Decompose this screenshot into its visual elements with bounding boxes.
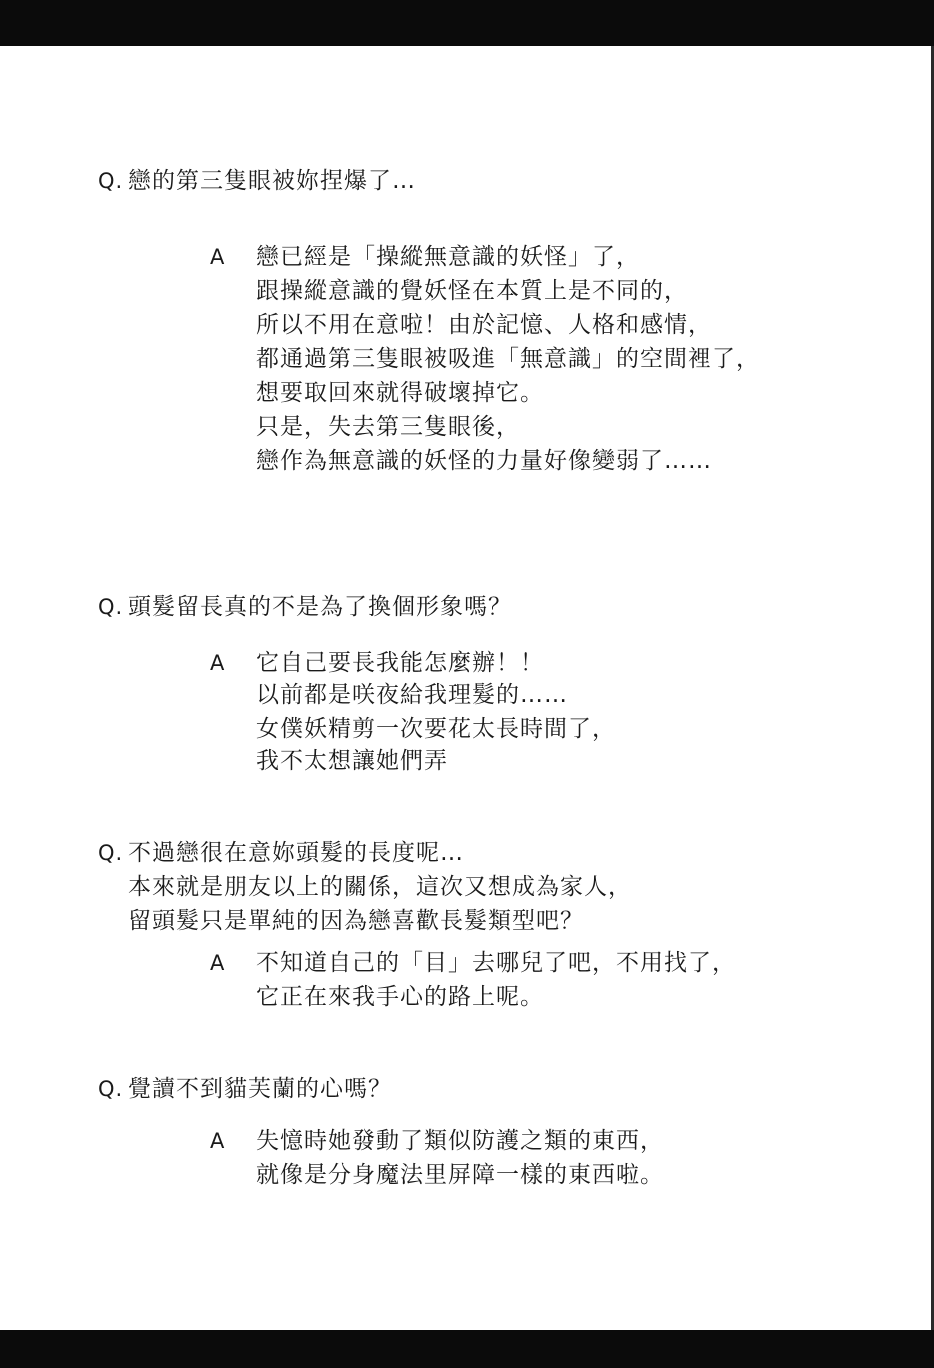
question-marker: Q.: [98, 1077, 124, 1101]
answer-line: 戀作為無意識的妖怪的力量好像變弱了……: [256, 448, 712, 474]
answer-line: 所以不用在意啦！由於記憶、人格和感情，: [256, 312, 712, 338]
question-line: 頭髮留長真的不是為了換個形象嗎？: [128, 594, 512, 620]
answer-line: 只是，失去第三隻眼後，: [256, 414, 520, 440]
question-line: 戀的第三隻眼被妳捏爆了…: [128, 168, 416, 194]
answer-line: 戀已經是「操縱無意識的妖怪」了，: [256, 244, 640, 270]
question-line: 不過戀很在意妳頭髮的長度呢…: [128, 840, 464, 866]
answer-line: 以前都是咲夜給我理髮的……: [256, 682, 568, 708]
answer-line: 不知道自己的「目」去哪兒了吧，不用找了，: [256, 950, 736, 976]
answer-marker: A: [210, 951, 225, 975]
answer-line: 女僕妖精剪一次要花太長時間了，: [256, 716, 616, 742]
question-marker: Q.: [98, 841, 124, 865]
scan-bottom-border: [0, 1330, 934, 1368]
answer-marker: A: [210, 245, 225, 269]
scan-top-border: [0, 0, 934, 46]
question-line: 留頭髮只是單純的因為戀喜歡長髮類型吧？: [128, 908, 584, 934]
answer-marker: A: [210, 651, 225, 675]
answer-line: 就像是分身魔法里屏障一樣的東西啦。: [256, 1162, 664, 1188]
question-marker: Q.: [98, 595, 124, 619]
answer-line: 跟操縱意識的覺妖怪在本質上是不同的，: [256, 278, 688, 304]
answer-line: 都通過第三隻眼被吸進「無意識」的空間裡了，: [256, 346, 760, 372]
answer-line: 它自己要長我能怎麼辦！！: [256, 650, 544, 676]
answer-line: 我不太想讓她們弄: [256, 748, 448, 774]
answer-marker: A: [210, 1129, 225, 1153]
answer-line: 失憶時她發動了類似防護之類的東西，: [256, 1128, 664, 1154]
question-marker: Q.: [98, 169, 124, 193]
question-line: 本來就是朋友以上的關係，這次又想成為家人，: [128, 874, 632, 900]
question-line: 覺讀不到貓芙蘭的心嗎？: [128, 1076, 392, 1102]
answer-line: 它正在來我手心的路上呢。: [256, 984, 544, 1010]
answer-line: 想要取回來就得破壞掉它。: [256, 380, 544, 406]
